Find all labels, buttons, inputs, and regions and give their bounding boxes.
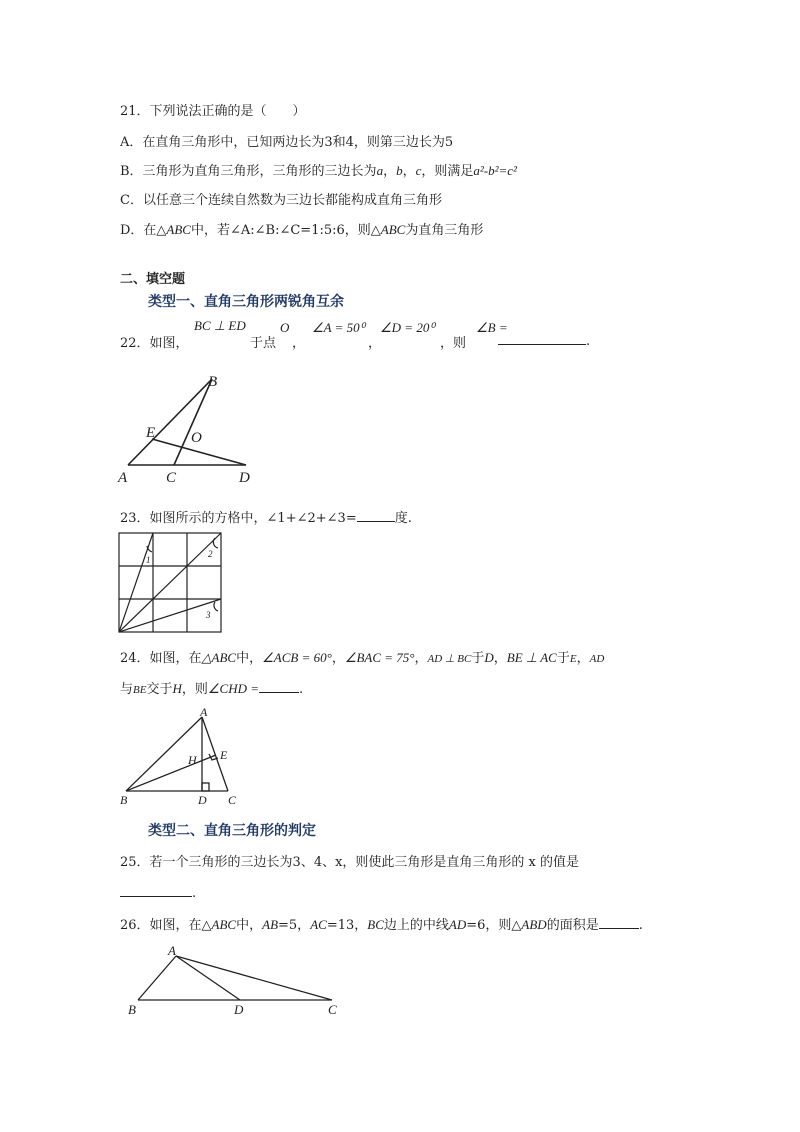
- q22-cond2: ∠A = 50⁰: [312, 320, 365, 335]
- q26-ad: AD: [448, 917, 467, 932]
- q24-jiao: 交于: [146, 682, 173, 697]
- q26-ac: AC: [310, 917, 327, 932]
- q21-b-pre: B．三角形为直角三角形，三角形的三边长为: [120, 164, 377, 179]
- q21-stem: 21．下列说法正确的是（ ）: [120, 104, 306, 119]
- q22-comma3: ，则: [440, 336, 467, 351]
- q24-line1: [120, 647, 604, 666]
- q24-comma3: ，: [493, 651, 507, 666]
- fig24-label-h: H: [188, 753, 197, 767]
- q21-option-b: [120, 160, 517, 179]
- q24-c4: BE ⊥ AC: [506, 650, 557, 665]
- q24-e: E: [569, 653, 577, 665]
- q26-mid2: 边上的中线: [383, 918, 449, 933]
- q24-pre: 24．如图，在: [120, 651, 202, 666]
- q24-d: D: [484, 650, 494, 665]
- q21-b-var-c: c: [415, 163, 422, 178]
- q22-cond3: ∠D = 20⁰: [380, 320, 435, 335]
- q22-pre: 22．如图，: [120, 336, 189, 351]
- q24-mid: 中，: [236, 651, 263, 666]
- q26-v1: =5，: [278, 918, 311, 933]
- q26-abd: ABD: [521, 917, 547, 932]
- q24-ask: ∠CHD =: [207, 681, 260, 696]
- q21-d-abc: ABC: [166, 222, 191, 237]
- q24-c1: ∠ACB = 60°: [262, 650, 332, 665]
- figure-26: [124, 942, 348, 1020]
- q21-b-formula: a²-b²=c²: [473, 163, 517, 178]
- q21-b-var-b: b: [396, 163, 403, 178]
- q22-end: .: [586, 334, 591, 349]
- q25-end: .: [192, 886, 197, 901]
- q26-mid1: 中，: [236, 918, 263, 933]
- q21-d-abc2: ABC: [380, 222, 406, 237]
- q22-ask: ∠B =: [476, 320, 508, 335]
- q21-d-pre: D．在△: [120, 223, 167, 238]
- q21-d-mid: 中，若∠A:∠B:∠C=1:5:6，则△: [190, 223, 381, 238]
- q26-ab: AB: [262, 917, 279, 932]
- q24-yu2: 于: [556, 651, 570, 666]
- fig26-label-a: A: [168, 943, 176, 958]
- q26-text: [120, 914, 643, 933]
- q21-b-sep1: ，: [383, 164, 397, 179]
- fig22-label-o: O: [191, 430, 202, 446]
- q26-bc: BC: [367, 917, 384, 932]
- q24-c3: AD ⊥ BC: [427, 653, 472, 665]
- q26-end: .: [638, 918, 643, 933]
- q24-comma4: ，: [576, 651, 590, 666]
- figure-22: [116, 370, 266, 485]
- q26-post: 的面积是: [546, 918, 599, 933]
- q24-line2: [120, 678, 303, 697]
- q24-ze: ，则: [181, 682, 208, 697]
- fig23-mark-3: 3: [206, 610, 211, 620]
- fig22-label-c: C: [166, 470, 177, 485]
- q24-yu1: 于: [471, 651, 485, 666]
- q24-h: H: [172, 681, 182, 696]
- q24-end: .: [299, 682, 304, 697]
- fig26-label-c: C: [328, 1002, 337, 1017]
- fig22-label-a: A: [118, 470, 128, 485]
- q23-suffix: 度.: [394, 511, 412, 526]
- q22-comma2: ，: [368, 336, 382, 351]
- q23-text: [120, 507, 412, 526]
- fig22-label-b: B: [208, 374, 218, 390]
- figure-23-grid: [118, 532, 224, 634]
- fig24-label-d: D: [198, 793, 207, 807]
- q22-comma1: ，: [292, 336, 306, 351]
- q21-option-a: A．在直角三角形中，已知两边长为3和4，则第三边长为5: [120, 135, 454, 150]
- fig23-mark-1: 1: [146, 555, 151, 565]
- q22-cond1-suffix: 于点: [250, 336, 277, 351]
- q23-stem: 23．如图所示的方格中，∠1+∠2+∠3=: [120, 511, 357, 526]
- q22-cond1: BC ⊥ ED: [194, 318, 246, 333]
- fig22-label-d: D: [239, 470, 250, 485]
- fig22-label-e: E: [146, 425, 156, 441]
- q21-b-sep2: ，: [402, 164, 416, 179]
- q21-option-d: [120, 219, 483, 238]
- q22-answer-line[interactable]: [498, 332, 590, 349]
- fig23-mark-2: 2: [208, 549, 213, 559]
- q21-option-c: C．以任意三个连续自然数为三边长都能构成直角三角形: [120, 193, 442, 208]
- q24-tri: △ABC: [201, 650, 237, 665]
- q21-b-var-a: a: [376, 163, 384, 178]
- q25-text: 25．若一个三角形的三边长为3、4、x，则使此三角形是直角三角形的 x 的值是: [120, 855, 580, 870]
- q22-point: O: [280, 320, 290, 335]
- q26-abc: ABC: [211, 917, 237, 932]
- fig24-label-b: B: [120, 793, 128, 807]
- q24-line2-pre: 与: [120, 682, 134, 697]
- q24-ad: AD: [589, 653, 605, 665]
- fig24-label-c: C: [228, 793, 237, 807]
- q21-d-post: 为直角三角形: [405, 223, 484, 238]
- q24-comma: ，: [331, 651, 345, 666]
- q26-v3: =6，则△: [466, 918, 522, 933]
- fig26-label-d: D: [234, 1002, 244, 1017]
- fig26-label-b: B: [128, 1002, 136, 1017]
- type1-heading: 类型一、直角三角形两锐角互余: [148, 294, 344, 310]
- section-title: 二、填空题: [120, 272, 186, 287]
- q21-b-post: ，则满足: [421, 164, 474, 179]
- type2-heading: 类型二、直角三角形的判定: [148, 823, 316, 839]
- fig24-label-a: A: [200, 705, 208, 719]
- fig24-label-e: E: [220, 748, 228, 762]
- q24-be: BE: [133, 684, 147, 696]
- q24-comma2: ，: [414, 651, 428, 666]
- q25-answer-line[interactable]: [120, 884, 196, 901]
- figure-24: [116, 705, 246, 807]
- q24-c2: ∠BAC = 75°: [344, 650, 415, 665]
- q26-v2: =13，: [326, 918, 368, 933]
- q26-pre: 26．如图，在△: [120, 918, 212, 933]
